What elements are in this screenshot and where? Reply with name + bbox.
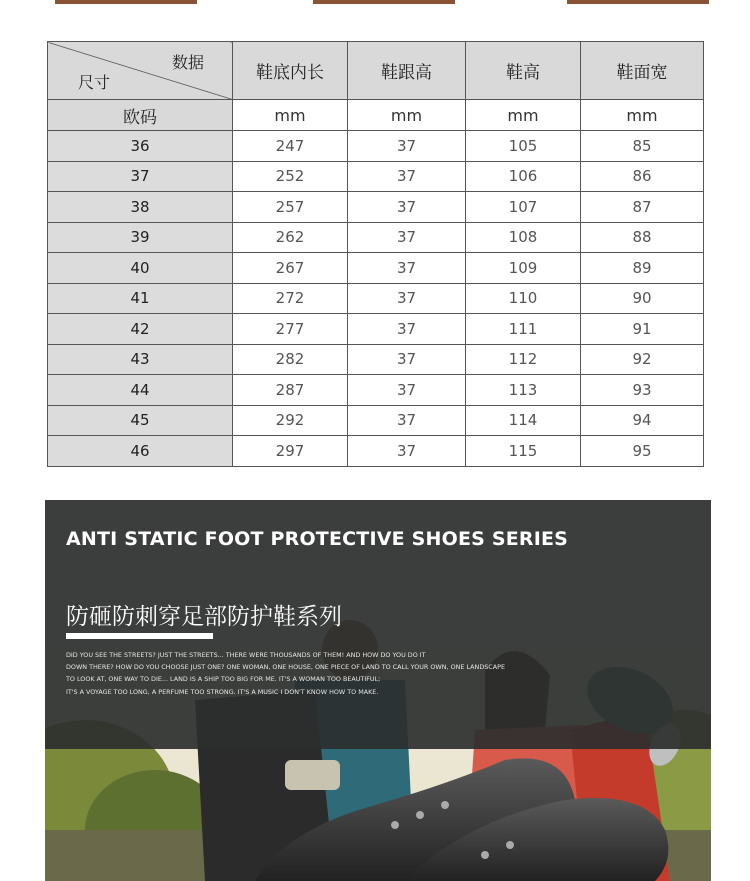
measurement-cell: 106 — [466, 161, 581, 192]
measurement-cell: 113 — [466, 375, 581, 406]
table-row — [48, 253, 704, 284]
product-banner — [45, 500, 711, 881]
column-header: 鞋面宽 — [581, 42, 704, 100]
measurement-cell: 114 — [466, 405, 581, 436]
eu-size-cell: 45 — [48, 405, 233, 436]
measurement-cell: 247 — [233, 131, 348, 162]
measurement-cell: 112 — [466, 344, 581, 375]
measurement-cell: 37 — [348, 192, 466, 223]
table-row — [48, 375, 704, 406]
eu-size-cell: 40 — [48, 253, 233, 284]
measurement-cell: 110 — [466, 283, 581, 314]
eu-size-cell: 42 — [48, 314, 233, 345]
paragraph-line: TO LOOK AT, ONE WAY TO DIE... LAND IS A SHIP TOO BIG FOR ME. IT'S A WOMAN TOO BEAUTIFUL; — [66, 675, 381, 684]
eu-size-cell: 39 — [48, 222, 233, 253]
measurement-cell: 37 — [348, 405, 466, 436]
eu-size-cell: 43 — [48, 344, 233, 375]
table-row — [48, 314, 704, 345]
table-row — [48, 283, 704, 314]
top-accent-bar-right — [567, 0, 709, 4]
measurement-cell: 282 — [233, 344, 348, 375]
measurement-cell: 37 — [348, 344, 466, 375]
table-row — [48, 222, 704, 253]
table-row — [48, 436, 704, 467]
unit-cell: mm — [466, 100, 581, 131]
unit-label-eu: 欧码 — [48, 100, 233, 131]
paragraph-line: DOWN THERE? HOW DO YOU CHOOSE JUST ONE? ONE WOMAN, ONE HOUSE, ONE PIECE OF LAND TO CALL YOUR OWN, ONE LANDSCAPE — [66, 663, 506, 672]
measurement-cell: 272 — [233, 283, 348, 314]
unit-row — [48, 100, 704, 131]
measurement-cell: 267 — [233, 253, 348, 284]
measurement-cell: 292 — [233, 405, 348, 436]
measurement-cell: 91 — [581, 314, 704, 345]
eu-size-cell: 46 — [48, 436, 233, 467]
measurement-cell: 37 — [348, 161, 466, 192]
banner-chinese-title: 防砸防刺穿足部防护鞋系列 — [66, 604, 342, 630]
eu-size-cell: 38 — [48, 192, 233, 223]
measurement-cell: 37 — [348, 131, 466, 162]
unit-cell: mm — [233, 100, 348, 131]
measurement-cell: 37 — [348, 436, 466, 467]
eu-size-cell: 37 — [48, 161, 233, 192]
table-row — [48, 192, 704, 223]
measurement-cell: 94 — [581, 405, 704, 436]
measurement-cell: 107 — [466, 192, 581, 223]
eu-size-cell: 41 — [48, 283, 233, 314]
unit-cell: mm — [348, 100, 466, 131]
measurement-cell: 92 — [581, 344, 704, 375]
table-row — [48, 131, 704, 162]
measurement-cell: 88 — [581, 222, 704, 253]
column-header: 鞋高 — [466, 42, 581, 100]
measurement-cell: 115 — [466, 436, 581, 467]
measurement-cell: 90 — [581, 283, 704, 314]
measurement-cell: 37 — [348, 375, 466, 406]
measurement-cell: 37 — [348, 283, 466, 314]
banner-title: ANTI STATIC FOOT PROTECTIVE SHOES SERIES — [66, 528, 569, 550]
measurement-cell: 89 — [581, 253, 704, 284]
top-accent-bar-center — [313, 0, 455, 4]
measurement-cell: 37 — [348, 222, 466, 253]
measurement-cell: 252 — [233, 161, 348, 192]
corner-header-cell — [48, 42, 233, 100]
table-row — [48, 161, 704, 192]
column-header: 鞋底内长 — [233, 42, 348, 100]
measurement-cell: 87 — [581, 192, 704, 223]
measurement-cell: 257 — [233, 192, 348, 223]
measurement-cell: 93 — [581, 375, 704, 406]
measurement-cell: 287 — [233, 375, 348, 406]
table-row — [48, 405, 704, 436]
corner-label-size: 尺寸 — [78, 73, 111, 92]
measurement-cell: 111 — [466, 314, 581, 345]
top-accent-bar-left — [55, 0, 197, 4]
size-chart-table — [47, 41, 704, 467]
banner-paragraph — [66, 649, 566, 698]
measurement-cell: 297 — [233, 436, 348, 467]
paragraph-line: DID YOU SEE THE STREETS? JUST THE STREETS... THERE WERE THOUSANDS OF THEM! AND HOW DO YOU DO IT — [66, 651, 426, 659]
measurement-cell: 105 — [466, 131, 581, 162]
measurement-cell: 37 — [348, 314, 466, 345]
table-header-row — [48, 42, 704, 100]
measurement-cell: 262 — [233, 222, 348, 253]
paragraph-line: IT'S A VOYAGE TOO LONG, A PERFUME TOO STRONG. IT'S A MUSIC I DON'T KNOW HOW TO MAKE. — [66, 687, 379, 696]
column-header: 鞋跟高 — [348, 42, 466, 100]
eu-size-cell: 44 — [48, 375, 233, 406]
table-row — [48, 344, 704, 375]
measurement-cell: 37 — [348, 253, 466, 284]
measurement-cell: 109 — [466, 253, 581, 284]
measurement-cell: 95 — [581, 436, 704, 467]
unit-cell: mm — [581, 100, 704, 131]
title-underline — [66, 633, 213, 639]
measurement-cell: 85 — [581, 131, 704, 162]
measurement-cell: 108 — [466, 222, 581, 253]
corner-label-data: 数据 — [171, 53, 204, 72]
eu-size-cell: 36 — [48, 131, 233, 162]
measurement-cell: 86 — [581, 161, 704, 192]
measurement-cell: 277 — [233, 314, 348, 345]
